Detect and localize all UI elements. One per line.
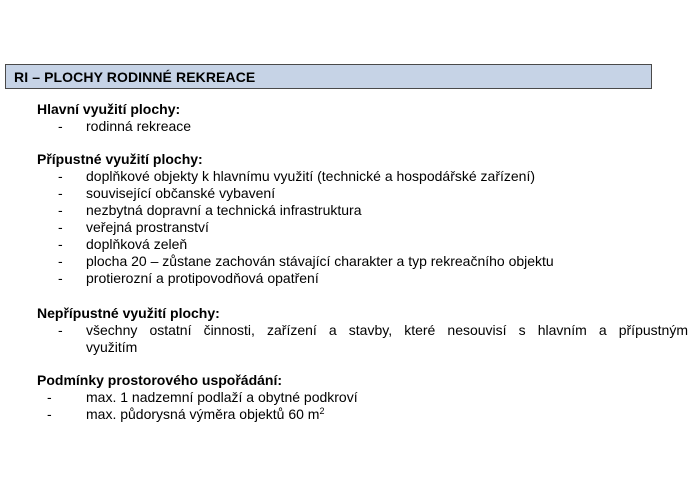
list-item-text — [86, 406, 324, 423]
list-item-continuation: využitím — [86, 339, 138, 355]
spatial-conditions-title: Podmínky prostorového uspořádání: — [37, 372, 283, 388]
list-item-text: protierozní a protipovodňová opatření — [86, 270, 319, 286]
bullet-dash: - — [58, 118, 63, 134]
list-item — [37, 202, 692, 219]
list-item — [37, 168, 692, 185]
bullet-dash: - — [58, 168, 63, 184]
list-item-text: všechny ostatní činnosti, zařízení a stavby, které nesouvisí s hlavním a přípustným — [86, 322, 688, 338]
spatial-conditions-section — [37, 372, 692, 423]
list-item-text: plocha 20 – zůstane zachován stávající charakter a typ rekreačního objektu — [86, 253, 554, 269]
bullet-dash: - — [47, 389, 52, 405]
list-item — [37, 236, 692, 253]
permitted-use-title: Přípustné využití plochy: — [37, 151, 203, 167]
list-item-text: související občanské vybavení — [86, 185, 276, 201]
list-item — [37, 185, 692, 202]
bullet-dash: - — [58, 202, 63, 218]
list-item — [37, 270, 692, 287]
area-limit-text: max. půdorysná výměra objektů 60 m — [86, 406, 320, 422]
bullet-dash: - — [58, 270, 63, 286]
list-item-text: max. 1 nadzemní podlaží a obytné podkroví — [86, 389, 358, 405]
bullet-dash: - — [58, 236, 63, 252]
list-item-text: doplňkové objekty k hlavnímu využití (technické a hospodářské zařízení) — [86, 168, 536, 184]
list-item-text: veřejná prostranství — [86, 219, 209, 235]
list-item — [37, 389, 692, 406]
main-use-section — [37, 101, 692, 135]
list-item-text: rodinná rekreace — [86, 118, 192, 134]
section-header — [5, 64, 652, 89]
bullet-dash: - — [58, 185, 63, 201]
bullet-dash: - — [47, 406, 52, 422]
list-item-text: nezbytná dopravní a technická infrastruktura — [86, 202, 362, 218]
bullet-dash: - — [58, 322, 63, 338]
section-header-title: RI – PLOCHY RODINNÉ REKREACE — [14, 69, 256, 85]
list-item — [37, 406, 692, 423]
bullet-dash: - — [58, 219, 63, 235]
prohibited-use-title: Nepřípustné využití plochy: — [37, 305, 220, 321]
main-use-title: Hlavní využití plochy: — [37, 101, 181, 117]
list-item-text: doplňková zeleň — [86, 236, 188, 252]
area-unit-superscript: 2 — [319, 406, 325, 416]
permitted-use-section — [37, 151, 692, 287]
bullet-dash: - — [58, 253, 63, 269]
list-item — [37, 322, 692, 356]
prohibited-use-section — [37, 305, 692, 356]
list-item — [37, 219, 692, 236]
list-item — [37, 118, 692, 135]
list-item — [37, 253, 692, 270]
